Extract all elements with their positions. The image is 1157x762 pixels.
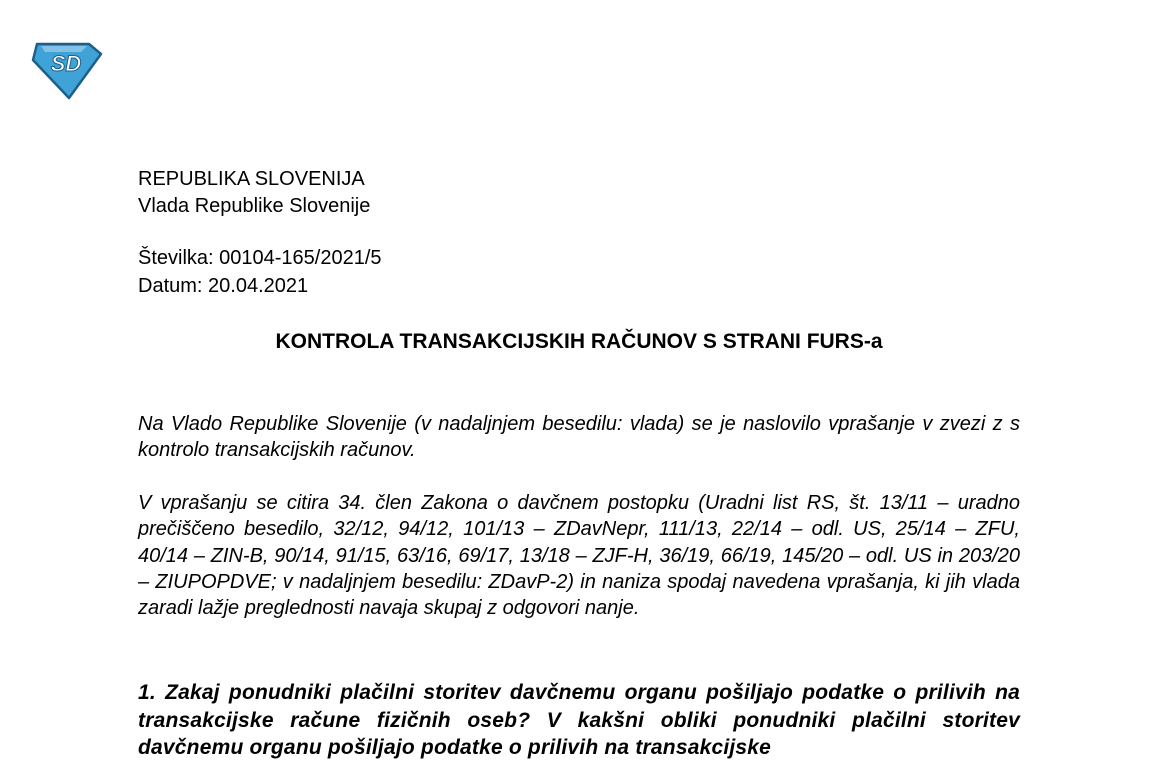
svg-text:SD: SD [50, 51, 82, 76]
intro-paragraph: Na Vlado Republike Slovenije (v nadaljnjem besedilu: vlada) se je naslovilo vprašanje v zvezi z s kontrolo transakcijskih računov. [138, 413, 1020, 462]
institution-name: REPUBLIKA SLOVENIJA [138, 168, 365, 190]
citation-paragraph: V vprašanju se citira 34. člen Zakona o davčnem postopku (Uradni list RS, št. 13/11 – uradno prečiščeno besedilo, 32/12, 94/12, 101/13 – ZDavNepr, 111/13, 22/14 – odl. US, 25/14 – ZFU, 40/14 – ZIN-B, 90/14, 91/15, 63/16, 69/17, 13/18 – ZJF-H, 36/19, 66/19, 145/20 – odl. US in 203/20 – ZIUPOPDVE; v nadaljnjem besedilu: ZDavP-2) in naniza spodaj navedena vprašanja, ki jih vlada zaradi lažje preglednosti navaja skupaj z odgovori nanje. [138, 492, 1020, 620]
issuer-block [138, 166, 370, 220]
document-number: Številka: 00104-165/2021/5 [138, 247, 382, 269]
document-title: KONTROLA TRANSAKCIJSKIH RAČUNOV S STRANI FURS-a [275, 330, 883, 353]
document-meta [138, 244, 382, 300]
government-name: Vlada Republike Slovenije [138, 195, 371, 217]
sd-logo [31, 40, 103, 100]
document-date: Datum: 20.04.2021 [138, 275, 309, 297]
question-1-heading: 1. Zakaj ponudniki plačilni storitev davčnemu organu pošiljajo podatke o prilivih na transakcijske račune fizičnih oseb? V kakšni obliki ponudniki plačilni storitev davčnemu organu pošiljajo podatke o prilivih na transakcijske [138, 681, 1020, 759]
